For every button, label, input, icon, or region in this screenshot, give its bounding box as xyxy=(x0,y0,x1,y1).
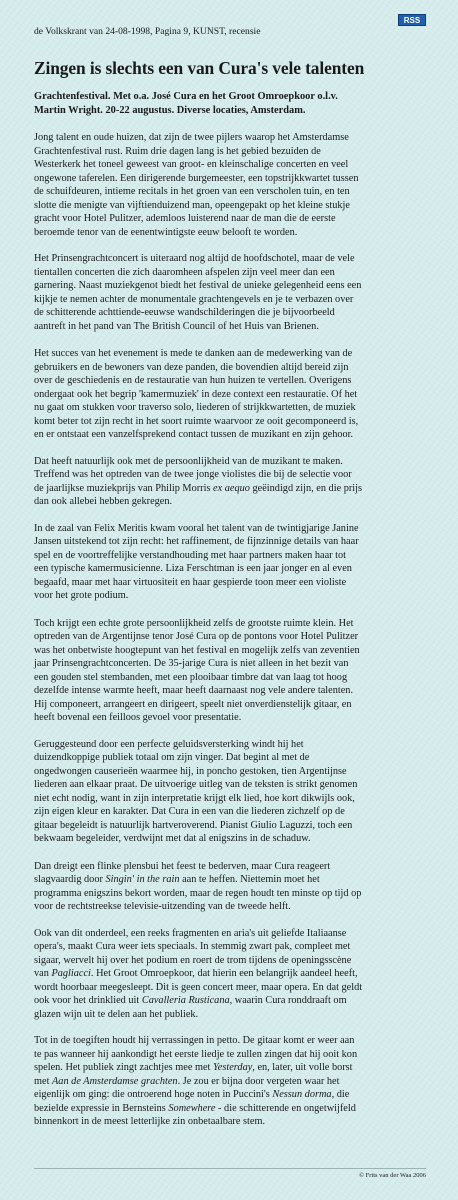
paragraph-line: slagvaardig door Singin' in the rain aan te heffen. Niettemin moet het xyxy=(34,874,320,885)
paragraph-line: ongedwongen causerieën waarmee hij, in poncho gestoken, tien Argentijnse xyxy=(34,765,347,777)
lead-line: Martin Wright. 20-22 augustus. Diverse locaties, Amsterdam. xyxy=(34,104,306,116)
paragraph-line: en er ontstaat een vanzelfsprekend contact tussen de muzikant en zijn gehoor. xyxy=(34,429,354,440)
paragraph-line: een typische kamermusicienne. Liza Ferschtman is een jaar jonger en al even xyxy=(34,563,352,574)
paragraph-line: met Aan de Amsterdamse grachten. Je zou er bijna door vergeten waar het xyxy=(34,1075,340,1087)
paragraph-line: heeft bovenal een feilloos gevoel voor presentatie. xyxy=(34,712,242,723)
article-title: Zingen is slechts een van Cura's vele talenten xyxy=(34,58,365,78)
paragraph-line: niet echt nodig, want in zijn interpretatie krijgt elk lied, hoe kort dikwijls ook, xyxy=(34,792,355,804)
paragraph-line: een gouden stel stembanden, met een plooibaar timbre dat van laag tot hoog xyxy=(34,671,348,683)
paragraph-line: gitaar begeleidt is natuurlijk hartveroverend. Pianist Giulio Laguzzi, toch een xyxy=(34,819,353,831)
paragraph-line: dezelfde intense warmte heeft, maar heeft daarnaast nog vele andere talenten. xyxy=(34,685,354,696)
paragraph-line: Jansen uitstekend tot zijn recht: het raffinement, de fijnzinnige details van haar xyxy=(34,536,359,547)
paragraph-line: ongewone taferelen. Een dirigerende burgemeester, een topstrijkkwartet tussen xyxy=(34,172,359,184)
article-paragraph xyxy=(34,927,426,1022)
paragraph-line: te pas wanneer hij aankondigt het eerste liedje te zullen zingen dat hij ooit kon xyxy=(34,1048,358,1060)
article-paragraph xyxy=(34,252,426,333)
paragraph-line: Grachtenfestival rust. Ruim drie dagen lang is het gebied bezuiden de xyxy=(34,145,321,157)
paragraph-line: voor het grote podium. xyxy=(34,590,129,601)
rss-button[interactable]: RSS xyxy=(398,14,426,26)
paragraph-line: aantreft in het pand van The British Council of het Huis van Brienen. xyxy=(34,320,319,332)
paragraph-line: glazen wijn uit te delen aan het publiek. xyxy=(34,1008,199,1020)
paragraph-line: Treffend was het optreden van de twee jonge violistes die bij de selectie voor xyxy=(34,469,352,480)
paragraph-line: sigaar, wervelt hij over het podium en roert de trom tijdens de openingsscène xyxy=(34,954,352,966)
article-paragraph xyxy=(34,738,426,846)
article-paragraph xyxy=(34,131,426,239)
paragraph-line: zijn eigen kleur en karakter. Dat Cura in een van die liederen zichzelf op de xyxy=(34,806,345,817)
paragraph-line: liederen aan elkaar praat. De uitvoerige uitleg van de teksten is strikt genomen xyxy=(34,779,358,790)
paragraph-line: Toch krijgt een echte grote persoonlijkheid zelfs de grootste ruimte klein. Het xyxy=(34,617,354,629)
paragraph-line: Tot in de toegiften houdt hij verrassingen in petto. De gitaar komt er weer aan xyxy=(34,1035,355,1046)
paragraph-line: Ook van dit onderdeel, een reeks fragmenten en aria's uit geliefde Italiaanse xyxy=(34,927,347,939)
paragraph-line: opera's, maakt Cura weer iets speciaals. In stemmig zwart pak, compleet met xyxy=(34,941,351,952)
paragraph-line: spel en de voortreffelijke verstandhouding met haar partners maken haar tot xyxy=(34,549,347,561)
paragraph-line: Het succes van het evenement is mede te danken aan de medewerking van de xyxy=(34,348,353,359)
footer-divider xyxy=(34,1168,426,1169)
paragraph-line: ondergaat ook het begrip 'kamermuziek' in deze context een restauratie. Of het xyxy=(34,388,358,400)
paragraph-line: ook voor het drinklied uit Cavalleria Rusticana, waarin Cura ronddraaft om xyxy=(34,995,347,1006)
copyright-notice: © Frits van der Waa 2006 xyxy=(359,1172,426,1179)
paragraph-line: garnering. Naast muziekgenot biedt het festival de unieke gelegenheid eens een xyxy=(34,280,362,291)
article-lead xyxy=(34,90,426,117)
article-byline: de Volkskrant van 24-08-1998, Pagina 9, KUNST, recensie xyxy=(34,26,261,37)
paragraph-line: de schuifdeuren, intieme recitals in het groen van een verscholen tuin, en ten xyxy=(34,186,350,197)
paragraph-line: Hij componeert, arrangeert en dirigeert, speelt niet onverdienstelijk gitaar, en xyxy=(34,698,352,710)
paragraph-line: begaafd, maar met haar virtuositeit en haar gespierde toon meer een violiste xyxy=(34,576,347,588)
paragraph-line: binnenkort in de meest letterlijke zin onbetaalbare stem. xyxy=(34,1116,266,1127)
paragraph-line: de jaarlijkse muziekprijs van Philip Morris ex aequo geëindigd zijn, en die prijs xyxy=(34,482,363,494)
paragraph-line: Dat heeft natuurlijk ook met de persoonlijkheid van de muzikant te maken. xyxy=(34,455,343,467)
paragraph-line: Geruggesteund door een perfecte geluidsversterking windt hij het xyxy=(34,738,304,750)
paragraph-line: jaar Prinsengrachtconcerten. De 35-jarige Cura is niet alleen in het bezit van xyxy=(34,658,349,669)
paragraph-line: gebruikers en de bewoners van deze panden, die bovendien altijd bereid zijn xyxy=(34,361,349,373)
article-paragraph xyxy=(34,522,426,603)
paragraph-line: kijkje te nemen achter de monumentale grachtengevels en je te verbazen over xyxy=(34,293,354,305)
paragraph-line: Het Prinsengrachtconcert is uiteraard nog altijd de hoofdschotel, maar de vele xyxy=(34,253,355,264)
paragraph-line: de schitterende achttiende-eeuwse wandschilderingen die je bijvoorbeeld xyxy=(34,307,335,318)
paragraph-line: bekwaam begeleider, verdwijnt met dat al enigszins in de schaduw. xyxy=(34,833,311,844)
paragraph-line: voor de rechtstreekse televisie-uitzending van de tweede helft. xyxy=(34,901,291,912)
paragraph-line: was het onbetwiste hoogtepunt van het festival en mogelijk zelfs van zeventien xyxy=(34,644,360,656)
paragraph-line: Dan dreigt een flinke plensbui het feest te bederven, maar Cura reageert xyxy=(34,860,331,872)
article-paragraph xyxy=(34,1034,426,1129)
article xyxy=(34,26,426,1129)
article-paragraph xyxy=(34,860,426,914)
article-body xyxy=(34,131,426,1129)
paragraph-line: spelen. Het publiek zingt zachtjes mee met Yesterday, en, later, uit volle borst xyxy=(34,1062,353,1073)
paragraph-line: eigenlijk om ging: die ontroerend hoge noten in Puccini's Nessun dorma, die xyxy=(34,1089,350,1100)
paragraph-line: programma enigszins bekort worden, maar de regen houdt ten minste op tijd op xyxy=(34,887,362,899)
paragraph-line: In de zaal van Felix Meritis kwam vooral het talent van de twintigjarige Janine xyxy=(34,522,359,534)
paragraph-line: van Pagliacci. Het Groot Omroepkoor, dat hierin een belangrijk aandeel heeft, xyxy=(34,968,358,979)
paragraph-line: beroemde tenor van de eenentwintigste eeuw belooft te worden. xyxy=(34,226,298,238)
paragraph-line: gracht voor Hotel Pulitzer, ademloos luisterend naar de man die de eerste xyxy=(34,213,336,224)
paragraph-line: komt beter tot zijn recht in het soort ruimte waarvoor ze ooit gecomponeerd is, xyxy=(34,415,359,427)
paragraph-line: duizendkoppige publiek totaal om zijn vinger. Dat begint al met de xyxy=(34,752,310,763)
paragraph-line: nu gaat om stukken voor traverso solo, liederen of strijkkwartetten, de muziek xyxy=(34,402,356,413)
lead-line: Grachtenfestival. Met o.a. José Cura en het Groot Omroepkoor o.l.v. xyxy=(34,91,338,102)
paragraph-line: wordt hoorbaar meegesleept. Dit is geen concert meer, maar opera. En dat geldt xyxy=(34,981,363,993)
paragraph-line: over de geschiedenis en de restauratie van hun huizen te vertellen. Overigens xyxy=(34,375,352,386)
paragraph-line: optreden van de Argentijnse tenor José Cura op de pontons voor Hotel Pulitzer xyxy=(34,631,359,642)
article-paragraph xyxy=(34,455,426,509)
paragraph-line: dan ook allebei hebben gekregen. xyxy=(34,496,173,507)
paragraph-line: Westerkerk het toneel geweest van groot- en kleinschalige concerten en veel xyxy=(34,159,349,170)
paragraph-line: Jong talent en oude huizen, dat zijn de twee pijlers waarop het Amsterdamse xyxy=(34,132,349,143)
paragraph-line: bezielde expressie in Bernsteins Somewhere - die schitterende en ongetwijfeld xyxy=(34,1102,356,1114)
article-paragraph xyxy=(34,617,426,725)
article-paragraph xyxy=(34,347,426,442)
paragraph-line: slotte die menigte van vijftienduizend man, opeengepakt op het kleine stukje xyxy=(34,199,350,211)
paragraph-line: tientallen concerten die zich daaromheen afspelen zijn veel meer dan een xyxy=(34,266,335,278)
